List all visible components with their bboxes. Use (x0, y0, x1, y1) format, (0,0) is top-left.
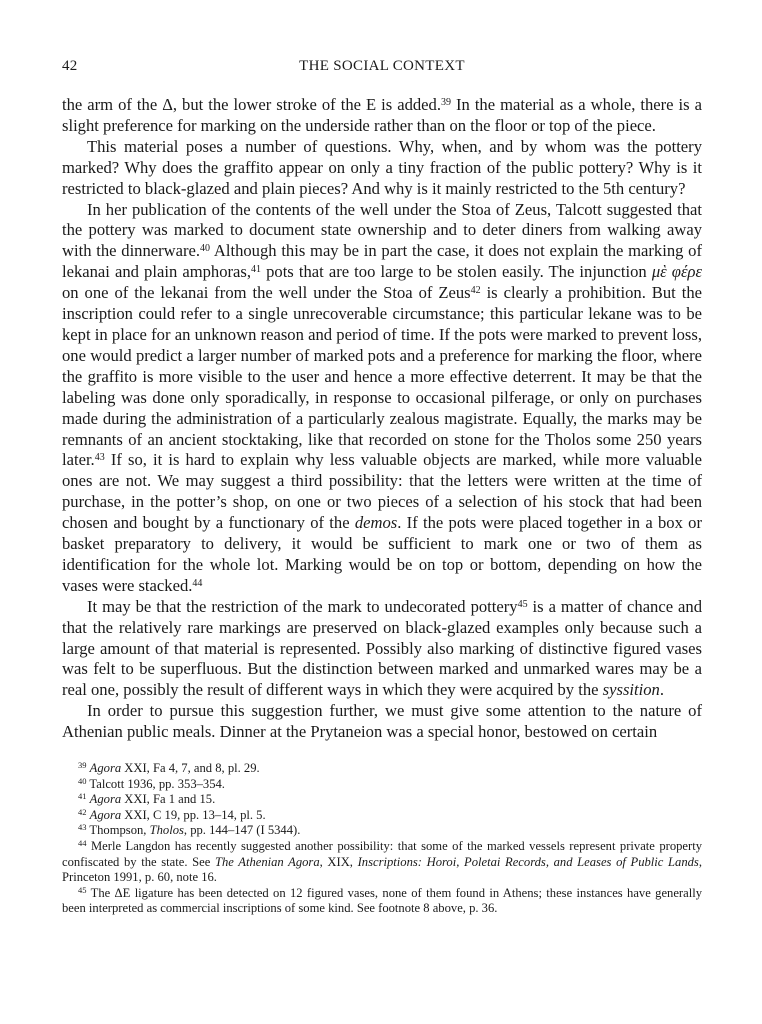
footnote-ref-41[interactable]: 41 (251, 264, 261, 276)
footnote-ref-44[interactable]: 44 (192, 577, 203, 589)
running-header (62, 58, 702, 80)
paragraph-4: It may be that the restriction of the mark to undecorated pottery$^{45}$ is a matter of chance and that the relatively rare markings are preserved on black-glazed examples only because such a large amount of that material is represented. Possibly also marking of distinctive figured vases was felt to be superfluous. But the distinction between marked and unmarked wares may be a real one, possibly the result of different ways in which they were acquired by the syssition. (62, 596, 703, 700)
footnote-39 (62, 761, 702, 777)
footnote-44 (62, 839, 702, 886)
footnote-italic-title: The Athenian Agora (214, 854, 320, 869)
footnote-ref-39[interactable]: 39 (440, 97, 451, 108)
footnote-text: The ΔΕ ligature has been detected on 12 figured vases, none of them found in Athens; these instances have generally been interpreted as commercial inscriptions of some kind. See footnote 8 above, p. 36. (62, 885, 703, 916)
footnote-number: 44 (78, 838, 87, 849)
footnote-italic-title: Tholos (149, 823, 184, 838)
body-text (62, 95, 702, 743)
footnote-text: XXI, Fa 4, 7, and 8, pl. 29. (121, 761, 260, 776)
running-title: THE SOCIAL CONTEXT (299, 58, 465, 74)
footnote-text: Merle Langdon has recently suggested another possibility: that some of the marked vessels represent private property confiscated by the state. See (62, 839, 702, 869)
footnote-text: Thompson, (89, 823, 150, 838)
footnote-ref-40[interactable]: 40 (200, 243, 211, 255)
paragraph-3: In her publication of the contents of the well under the Stoa of Zeus, Talcott suggested that the pottery was marked to document state ownership and to deter diners from walking away with the dinnerware.$^{40}$ Although this may be in part the case, it does not explain the marking of lekanai and plain amphoras,$^{41}$ pots that are too large to be stolen easily. The injunction μὲ φέρε on one of the lekanai from the well under the Stoa of Zeus$^{42}$ is clearly a prohibition. But the inscription could refer to a single unrecoverable circumstance; this particular lekane was to be kept in place for an unknown reason and period of time. If the pots were marked to prevent loss, one would predict a larger number of marked pots and a preference for marking the floor, where the graffito is more visible to the user and hence a more effective deterrent. It may be that the labeling was done only sporadically, in response to occasional pilferage, or only on purchases made during the administration of a particularly zealous magistrate. Equally, the marks may be remnants of an ancient stocktaking, like that recorded on stone for the Tholos some 250 years later.$^{43}$ If so, it is hard to explain why less valuable objects are marked, while more valuable ones are not. We may suggest a third possibility: that the letters were written at the time of purchase, in the potter’s shop, on one or two pieces of a selection of his stock that had been chosen and bought by a functionary of the demos. If the pots were placed together in a box or basket preparatory to delivery, it would be sufficient to mark one or two of them as identification for the whole lot. Marking would be on top or bottom, depending on how the vases were stacked.$^{44}$ (62, 199, 703, 595)
footnote-ref-42[interactable]: 42 (470, 285, 481, 297)
italic-term-syssition: syssition (602, 680, 660, 700)
footnote-italic-title: Agora (89, 792, 122, 807)
footnote-italic-title: Inscriptions: Horoi, Poletai Records, and Leases of Public Lands (357, 854, 699, 869)
page-number: 42 (62, 58, 78, 74)
footnote-number: 41 (78, 791, 87, 802)
footnote-text: , XIX, (319, 854, 358, 869)
footnote-ref-43[interactable]: 43 (94, 452, 105, 464)
paragraph-1: the arm of the Δ, but the lower stroke of the E is added.$^{39}$ In the material as a whole, there is a slight preference for marking on the underside rather than on the floor or top of the piece. (62, 95, 703, 135)
footnote-text: , Princeton 1991, p. 60, note 16. (62, 854, 702, 885)
footnote-ref-45[interactable]: 45 (517, 598, 528, 610)
footnote-45 (62, 886, 702, 917)
book-page (62, 58, 702, 917)
footnote-number: 39 (78, 760, 87, 771)
footnote-text: , pp. 144–147 (I 5344). (183, 823, 301, 838)
footnote-italic-title: Agora (89, 807, 122, 822)
footnote-number: 40 (78, 775, 87, 786)
paragraph-5: In order to pursue this suggestion further, we must give some attention to the nature of Athenian public meals. Dinner at the Prytaneion was a special honor, bestowed on certain (62, 701, 702, 742)
italic-term-demos: demos (354, 513, 398, 533)
footnote-text: XXI, C 19, pp. 13–14, pl. 5. (121, 807, 266, 822)
greek-inscription: μὲ φέρε (651, 262, 702, 282)
footnote-number: 45 (78, 884, 87, 895)
paragraph-2: This material poses a number of questions. Why, when, and by whom was the pottery marked? Why does the graffito appear on only a tiny fraction of the public pottery? Why is it restricted to black-glazed and plain pieces? And why is it mainly restricted to the 5th century? (62, 136, 702, 198)
footnote-41 (62, 792, 702, 808)
footnote-text: XXI, Fa 1 and 15. (121, 792, 216, 807)
footnotes (62, 761, 702, 917)
footnote-42 (62, 808, 702, 824)
footnote-text: Talcott 1936, pp. 353–354. (89, 776, 225, 791)
footnote-italic-title: Agora (89, 761, 122, 776)
footnote-43 (62, 823, 702, 839)
footnote-number: 43 (78, 822, 87, 833)
footnote-40 (62, 777, 702, 793)
footnote-number: 42 (78, 806, 87, 817)
